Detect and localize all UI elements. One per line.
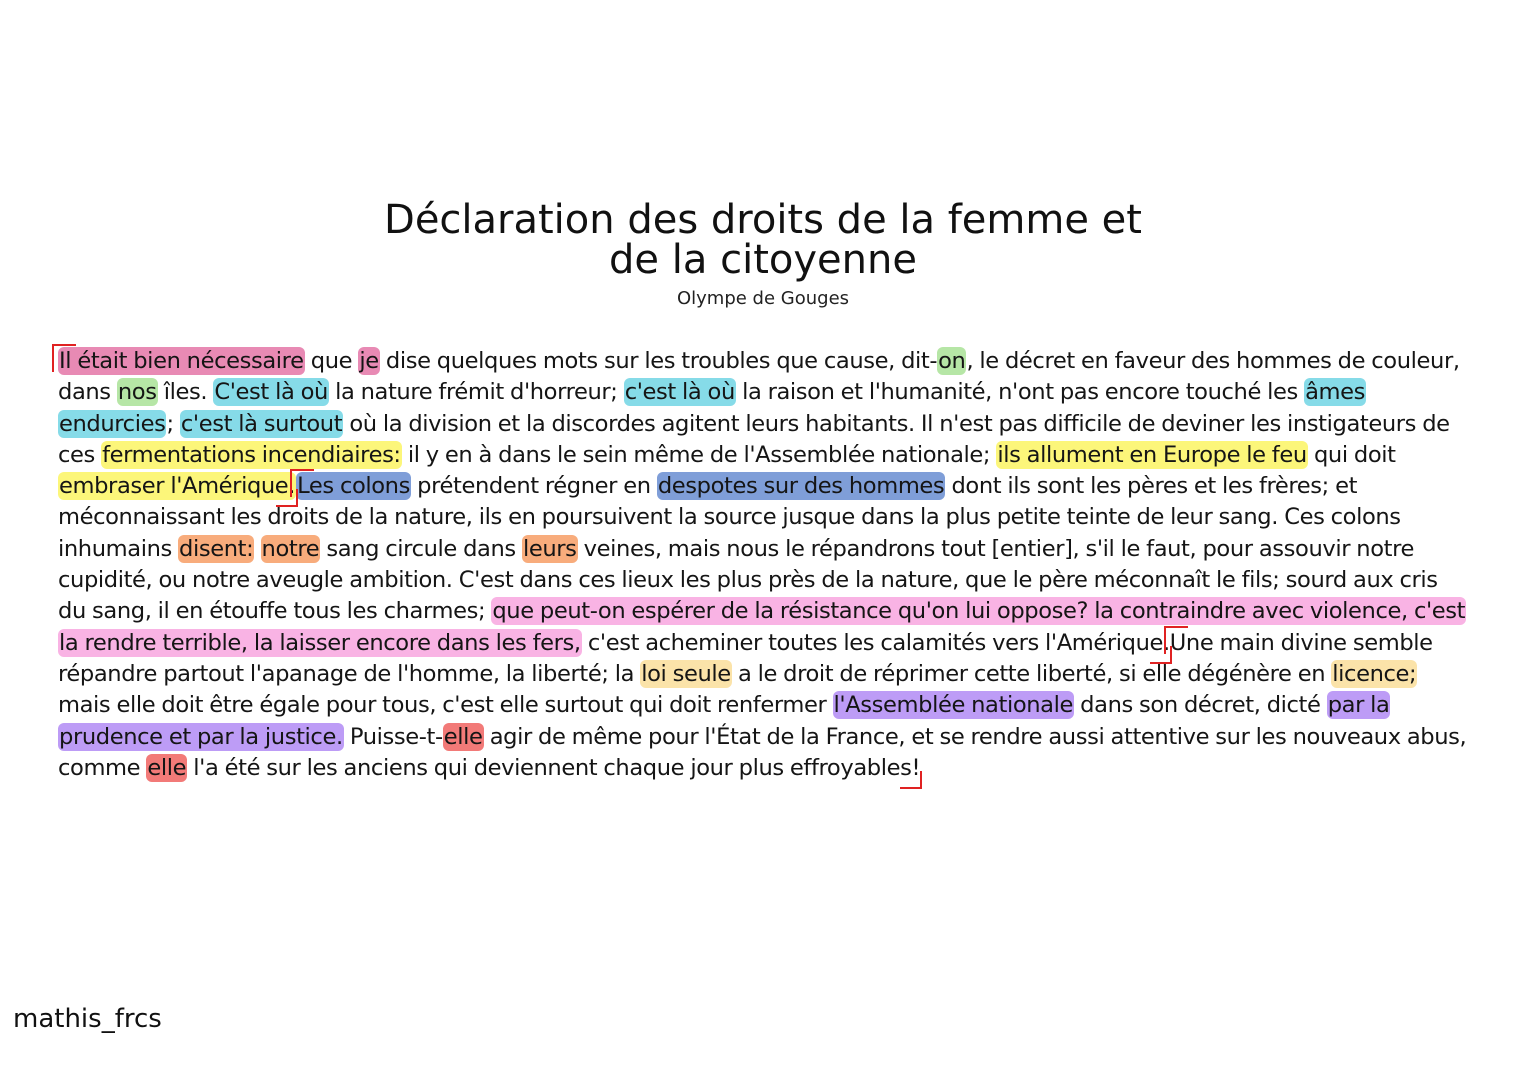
text-run: c'est acheminer toutes les calamités vers l'Amérique. — [581, 629, 1170, 656]
text-run: qui doit — [1307, 441, 1396, 468]
text-run: dont ils sont les pères et les frères; et méconnaissant les droits de la nature, ils en poursuivent la source jusque dans la plus petite teinte de leur sang. Ces colons inhumains — [58, 473, 1401, 562]
highlight-purple: par la prudence et par la justice. — [59, 692, 1390, 750]
document-title-line-1: Déclaration des droits de la femme et — [384, 197, 1142, 243]
document-author: Olympe de Gouges — [676, 288, 850, 309]
highlight-cyan: c'est là où — [624, 379, 735, 406]
text-run: agir de même pour l'État de la France, et se rendre aussi attentive sur les nouveaux abus, comme — [58, 723, 1467, 781]
highlight-cyan: âmes endurcies — [59, 379, 1366, 437]
author-signature: mathis_frcs — [13, 1004, 162, 1034]
highlight-blue: despotes sur des hommes — [657, 473, 945, 500]
highlight-magenta: je — [359, 348, 379, 374]
annotated-paragraph — [58, 346, 1470, 784]
text-run: mais elle doit être égale pour tous, c'est elle surtout qui doit renfermer — [58, 692, 833, 719]
text-run: , le décret en faveur des hommes de couleur, dans — [58, 348, 1460, 406]
text-run: où la division et la discordes agitent leurs habitants. Il n'est pas difficile de deviner les instigateurs de ces — [58, 410, 1450, 468]
text-run: prétendent régner en — [410, 473, 657, 500]
text-run: la raison et l'humanité, n'ont pas encore touché les — [735, 379, 1305, 406]
text-run: la nature frémit d'horreur; — [328, 379, 624, 406]
text-run — [254, 536, 260, 562]
text-run: îles. — [157, 379, 214, 406]
highlight-red: elle — [147, 754, 187, 781]
text-run: Puisse-t- — [343, 723, 443, 750]
text-run: l'a été sur les anciens qui deviennent chaque jour plus effroyables! — [187, 754, 921, 781]
highlight-cyan: C'est là où — [214, 379, 328, 406]
highlight-purple: l'Assemblée nationale — [833, 692, 1073, 719]
highlight-light-orange: licence; — [1332, 660, 1417, 687]
highlight-yellow: fermentations incendiaires: — [102, 441, 401, 468]
highlight-yellow: embraser l'Amérique. — [59, 473, 296, 500]
text-run: veines, mais nous le répandrons tout [entier], s'il le faut, pour assouvir notre cupidité, ou notre aveugle ambition. C'est dans ces lieux les plus près de la nature, que le père méconnaît le fils; sourd aux cris du sang, il en étouffe tous les charmes; — [58, 535, 1438, 625]
text-run: Une main divine semble répandre partout l'apanage de l'homme, la liberté; la — [58, 629, 1433, 687]
highlight-orange: disent: — [179, 535, 254, 562]
highlight-blue: Les colons — [297, 473, 410, 500]
document-title — [0, 197, 1526, 283]
highlight-green: nos — [117, 379, 157, 406]
document-title-line-2: de la citoyenne — [609, 237, 917, 283]
text-run: il y en à dans le sein même de l'Assemblée nationale; — [401, 441, 997, 468]
highlight-light-orange: loi seule — [641, 660, 731, 687]
highlight-red: elle — [443, 723, 483, 750]
highlight-magenta: Il était bien nécessaire — [59, 348, 304, 374]
highlight-green: on — [938, 348, 966, 374]
highlight-cyan: c'est là surtout — [180, 410, 343, 437]
text-run: sang circule dans — [320, 535, 522, 562]
text-run: dans son décret, dicté — [1074, 692, 1327, 719]
highlight-yellow: ils allument en Europe le feu — [997, 441, 1307, 468]
text-run: ; — [166, 410, 180, 437]
highlight-orange: notre — [261, 535, 320, 562]
highlight-light-pink: que peut-on espérer de la résistance qu'on lui oppose? la contraindre avec violence, c'est la rendre terrible, la laisser encore dans les fers, — [59, 598, 1466, 656]
text-run: a le droit de réprimer cette liberté, si elle dégénère en — [731, 660, 1332, 687]
text-run: dise quelques mots sur les troubles que cause, dit- — [379, 348, 938, 374]
text-run: que — [304, 348, 359, 374]
highlight-orange: leurs — [522, 535, 577, 562]
